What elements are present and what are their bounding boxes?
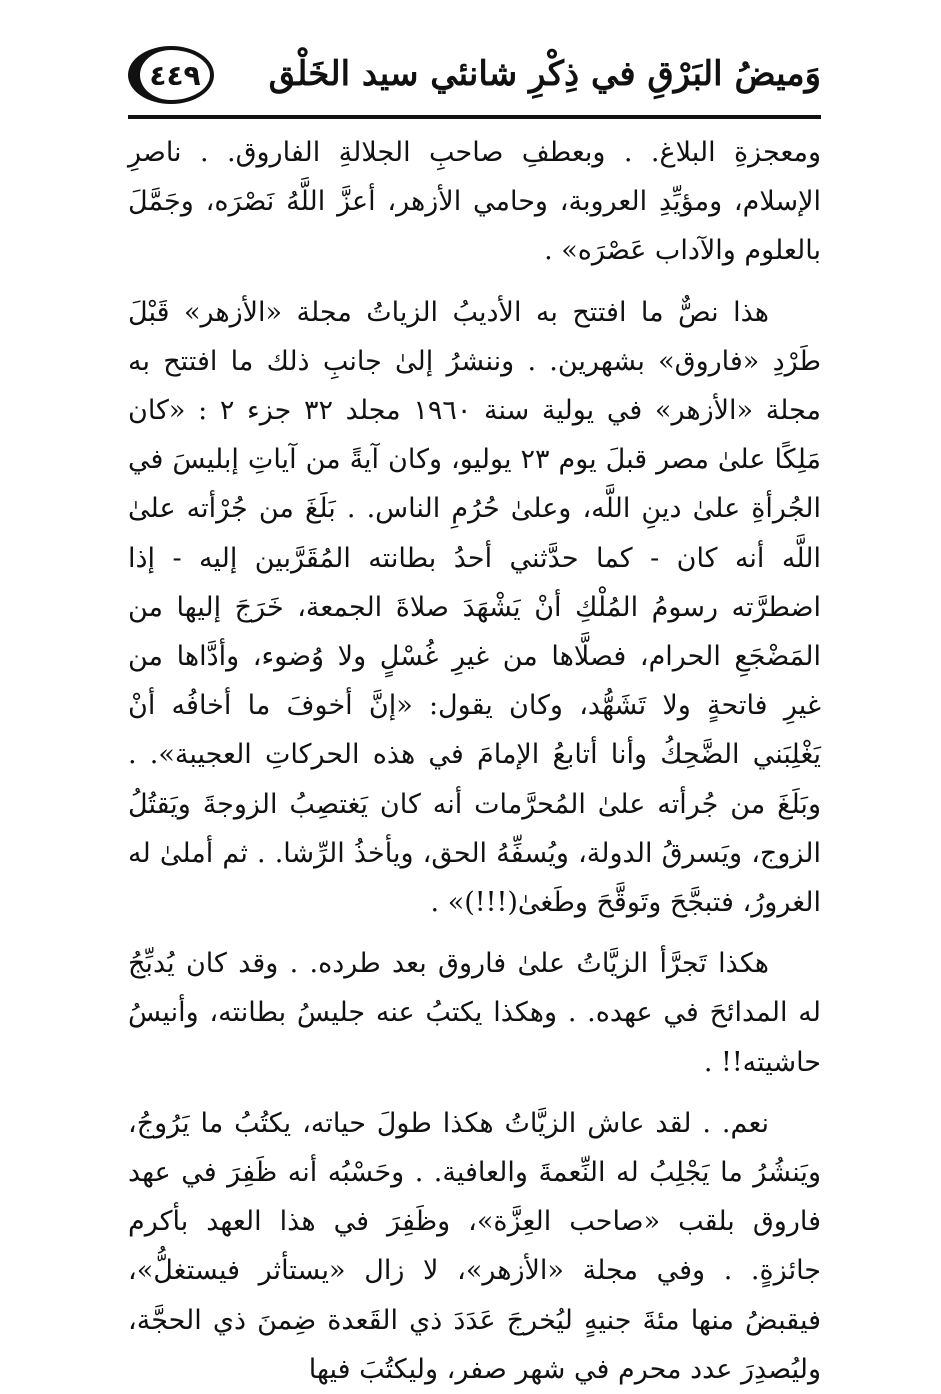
paragraph: ومعجزةِ البلاغ. . وبعطفِ صاحبِ الجلالةِ الفاروق. . ناصرِ الإسلام، ومؤيِّدِ العروبة، وحامي الأزهر، أعزَّ اللَّهُ نَصْرَه، وجَمَّلَ بالعلوم والآداب عَصْرَه» . [128,137,821,267]
page-body [128,128,821,1394]
page-number-badge [128,46,214,104]
paragraph: نعم. . لقد عاش الزيَّاتُ هكذا طولَ حياته، يكتُبُ ما يَرُوجُ، ويَنشُرُ ما يَجْلِبُ له النِّعمةَ والعافية. . وحَسْبُه أنه ظَفِرَ في عهد فاروق بلقب «صاحب العِزَّة»، وظَفِرَ في هذا العهد بأكرم جائزةٍ. . وفي مجلة «الأزهر»، لا زال «يستأثر فيستغلُّ»، فيقبضُ منها مئةَ جنيهٍ ليُخرجَ عَدَدَ ذي القَعدة ضِمنَ ذي الحجَّة، وليُصدِرَ عدد محرم في شهر صفر، وليكتُبَ فيها [128,1107,821,1385]
running-title: وَميضُ البَرْقِ في ذِكْرِ شانئي سيد الخَلْق [268,54,821,94]
page-number: ٤٤٩ [149,58,201,92]
page-header [110,40,821,110]
header-divider [128,115,821,119]
paragraph: هذا نصٌّ ما افتتح به الأديبُ الزياتُ مجلة «الأزهر» قَبْلَ طَرْدِ «فاروق» بشهرين. . وننشرُ إلىٰ جانبِ ذلك ما افتتح به مجلة «الأزهر» في يولية سنة ١٩٦٠ مجلد ٣٢ جزء ٢ : «كان مَلِكًا علىٰ مصر قبلَ يوم ٢٣ يوليو، وكان آيةً من آياتِ إبليسَ في الجُرأةِ علىٰ دينِ اللَّه، وعلىٰ حُرُمِ الناس. . بَلَغَ من جُرْأته علىٰ اللَّه أنه كان - كما حدَّثني أحدُ بطانته المُقَرَّبين إليه - إذا اضطرَّته رسومُ المُلْكِ أنْ يَشْهَدَ صلاةَ الجمعة، خَرَجَ إليها من المَضْجَعِ الحرام، فصلَّاها من غيرِ غُسْلٍ ولا وُضوء، وأدَّاها من غيرِ فاتحةٍ ولا تَشَهُّد، وكان يقول: «إنَّ أخوفَ ما أخافُه أنْ يَغْلِبَني الضَّحِكُ وأنا أتابعُ الإمامَ في هذه الحركاتِ العجيبة». . وبَلَغَ من جُرأته علىٰ المُحرَّمات أنه كان يَغتصِبُ الزوجةَ ويَقتُلُ الزوج، ويَسرقُ الدولة، ويُسفِّهُ الحق، ويأخذُ الرِّشا. . ثم أملىٰ له الغرورُ، فتبجَّحَ وتَوقَّحَ وطَغىٰ(!!!)» . [128,296,821,919]
paragraph: هكذا تَجرَّأ الزيَّاتُ علىٰ فاروق بعد طرده. . وقد كان يُدبِّجُ له المدائحَ في عهده. . وهكذا يكتبُ عنه جليسُ بطانته، وأنيسُ حاشيته!! . [128,948,821,1078]
